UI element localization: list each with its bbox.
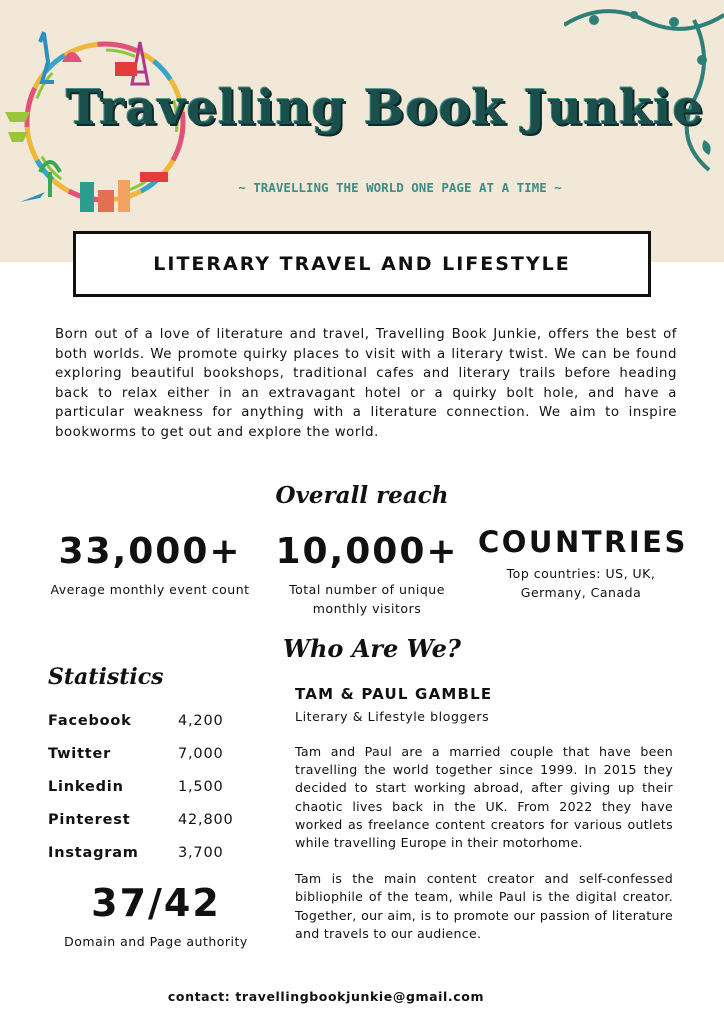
domain-authority xyxy=(56,880,256,951)
authors-name: TAM & PAUL GAMBLE xyxy=(295,685,493,703)
authors-role: Literary & Lifestyle bloggers xyxy=(295,709,490,724)
metric-unique-visitors xyxy=(267,530,467,618)
metric-value: 33,000+ xyxy=(58,531,242,572)
who-are-we-heading: Who Are We? xyxy=(283,634,461,663)
page-header xyxy=(0,0,724,262)
authority-value: 37/42 xyxy=(91,881,221,925)
brand-title: Travelling Book Junkie xyxy=(65,80,705,136)
stat-value: 7,000 xyxy=(178,745,224,762)
overall-reach-heading: Overall reach xyxy=(275,482,449,509)
stat-name: Linkedin xyxy=(48,778,124,795)
section-title-box: LITERARY TRAVEL AND LIFESTYLE xyxy=(73,231,651,297)
stat-value: 42,800 xyxy=(178,811,234,828)
metric-value: COUNTRIES xyxy=(478,525,688,559)
stat-value: 4,200 xyxy=(178,712,224,729)
statistics-heading: Statistics xyxy=(48,664,164,690)
metric-label: Top countries: US, UK, Germany, Canada xyxy=(506,566,656,600)
metric-event-count xyxy=(50,530,250,599)
stat-name: Facebook xyxy=(48,712,132,729)
stat-row-twitter xyxy=(48,737,268,770)
stat-row-pinterest xyxy=(48,803,268,836)
metric-countries xyxy=(478,522,688,602)
metric-value: 10,000+ xyxy=(275,531,459,572)
statistics-table xyxy=(48,704,268,869)
stat-name: Pinterest xyxy=(48,811,131,828)
metric-label: Average monthly event count xyxy=(50,582,250,597)
stat-name: Twitter xyxy=(48,745,112,762)
stat-row-instagram xyxy=(48,836,268,869)
stat-name: Instagram xyxy=(48,844,139,861)
contact-email[interactable]: contact: travellingbookjunkie@gmail.com xyxy=(167,989,485,1004)
about-paragraph-1: Tam and Paul are a married couple that have been travelling the world together since 1999. In 2015 they decided to start working abroad, after giving up their chaotic lives back in the UK. From 2022 they have worked as freelance content creators for various outlets while travelling Europe in their motorhome. xyxy=(295,744,673,851)
metric-label: Total number of unique monthly visitors xyxy=(289,582,445,616)
stat-row-linkedin xyxy=(48,770,268,803)
stat-value: 1,500 xyxy=(178,778,224,795)
intro-paragraph: Born out of a love of literature and travel, Travelling Book Junkie, offers the best of both worlds. We promote quirky places to visit with a literary twist. We can be found exploring beautiful bookshops, traditional cafes and literary trails before heading back to relax either in an extravagant hotel or a quirky bolt hole, and have a particular weakness for anything with a literature connection. We aim to inspire bookworms to get out and explore the world. xyxy=(55,327,677,440)
about-paragraph-2: Tam is the main content creator and self-confessed bibliophile of the team, while Paul is the digital creator. Together, our aim, is to promote our passion of literature and travels to our audience. xyxy=(295,871,673,941)
who-are-we-section xyxy=(295,684,673,943)
stat-row-facebook xyxy=(48,704,268,737)
tagline: ~ TRAVELLING THE WORLD ONE PAGE AT A TIME ~ xyxy=(238,180,562,195)
stat-value: 3,700 xyxy=(178,844,224,861)
authority-label: Domain and Page authority xyxy=(64,934,248,949)
